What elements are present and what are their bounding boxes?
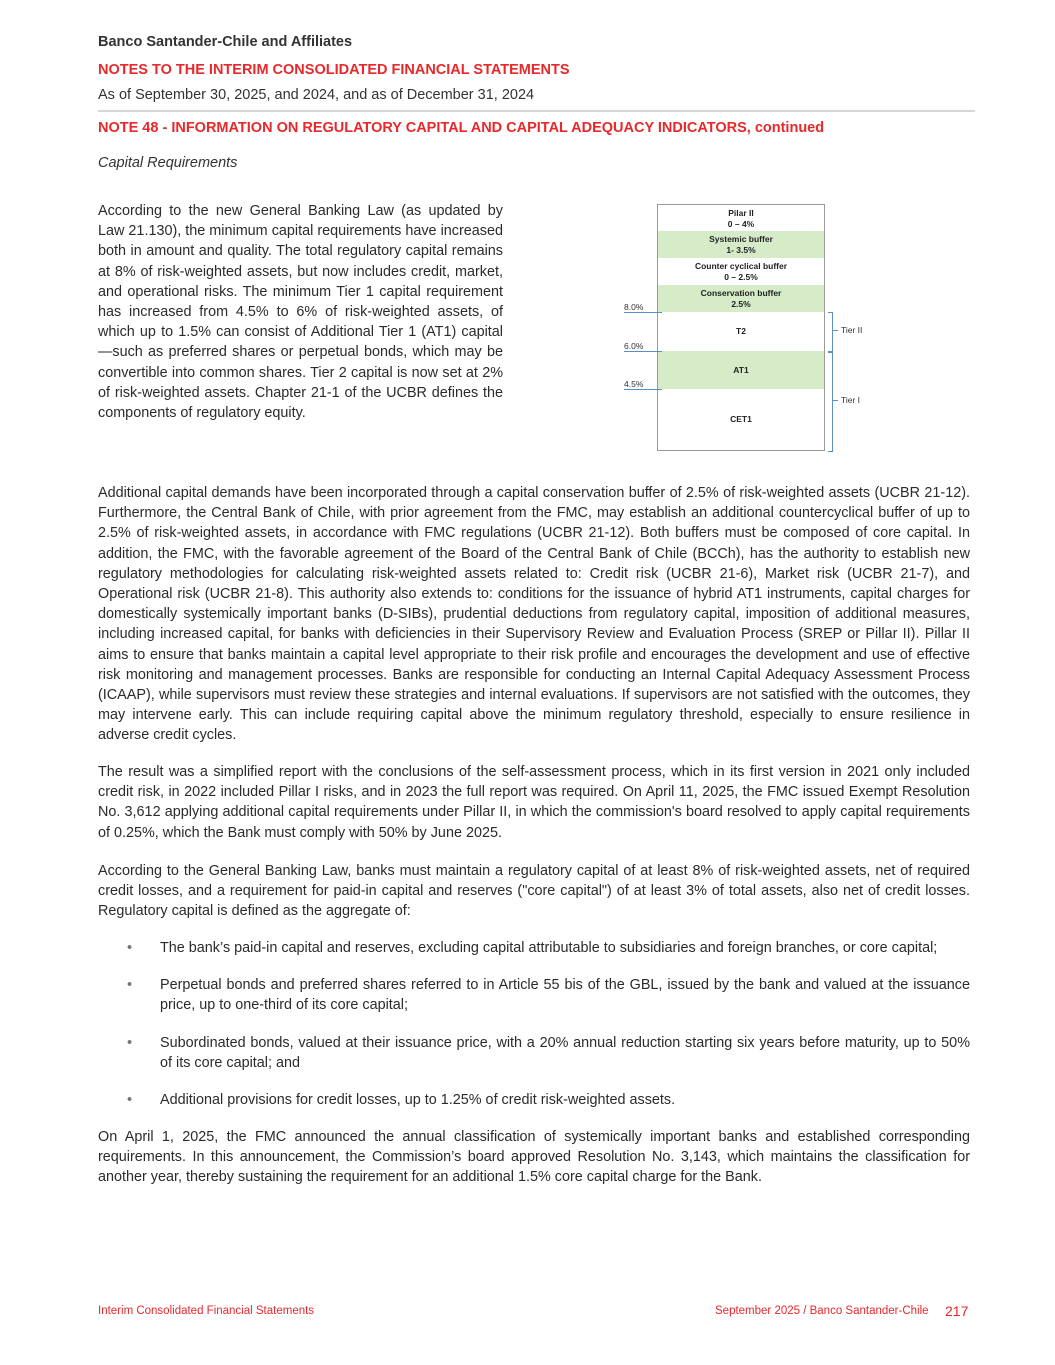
level-line-4-5: [624, 389, 662, 390]
tier-i-label: Tier I: [841, 395, 861, 405]
company-name: Banco Santander-Chile and Affiliates: [98, 34, 353, 50]
layer-range: 1- 3.5%: [726, 245, 756, 255]
paragraph-regulatory-capital: According to the General Banking Law, banks must maintain a regulatory capital of at least 8% of risk-weighted assets, net of required credit losses, and a requirement for paid-in capital and reserves ("core capital") of at least 3% of total assets, also net of credit losses. Regulatory capital is defined as the aggregate of:: [98, 863, 970, 920]
list-item: [98, 1033, 970, 1073]
bullet: •: [127, 1034, 133, 1051]
list-item: [98, 938, 970, 958]
level-line-6: [624, 351, 662, 352]
level-label-4-5: 4.5%: [624, 379, 644, 389]
bullet: •: [127, 940, 133, 956]
paragraph-systemic-classification: On April 1, 2025, the FMC announced the annual classification of systemically important banks and established corresponding requirements. In this announcement, the Commission’s board approved Resolution No. 3,143, which maintains the classification for another year, thereby sustaining the requirement for an additional 1.5% core capital charge for the Bank.: [98, 1129, 970, 1186]
layer-systemic-buffer: [657, 231, 825, 258]
layer-t2: [657, 312, 825, 351]
layer-name: AT1: [733, 365, 749, 375]
layer-name: CET1: [730, 414, 752, 424]
layer-range: 2.5%: [731, 299, 751, 309]
regulatory-capital-list: [98, 938, 970, 1127]
intro-paragraph: According to the new General Banking Law (as updated by Law 21.130), the minimum capital requirements have increased both in amount and quality. The total regulatory capital remains at 8% of risk-weighted assets, but now includes credit, market, and operational risks. The minimum Tier 1 capital requirement has increased from 4.5% to 6% of risk-weighted assets, of which up to 1.5% can consist of Additional Tier 1 (AT1) capital—such as preferred shares or perpetual bonds, which may be convertible into common shares. Tier 2 capital is now set at 2% of risk-weighted assets. Chapter 21-1 of the UCBR defines the components of regulatory equity.: [98, 203, 503, 422]
layer-name: Systemic buffer: [709, 234, 773, 244]
bullet: •: [127, 1092, 133, 1109]
list-item-text: The bank’s paid-in capital and reserves, excluding capital attributable to subsidiaries and foreign branches, or core capital;: [160, 940, 938, 956]
layer-range: 0 – 4%: [727, 219, 755, 229]
list-item-text: Perpetual bonds and preferred shares referred to in Article 55 bis of the GBL, issued by the bank and valued at the issuance price, up to one-third of its core capital;: [160, 977, 970, 1014]
notes-title: NOTES TO THE INTERIM CONSOLIDATED FINANCIAL STATEMENTS: [98, 62, 570, 78]
layer-name: Pilar II: [728, 208, 754, 218]
list-item-text: Additional provisions for credit losses, up to 1.25% of credit risk-weighted assets.: [160, 1092, 676, 1109]
layer-name: T2: [736, 326, 746, 336]
header-divider: [98, 110, 975, 112]
layer-countercyclical-buffer: [657, 258, 825, 285]
list-item-text: Subordinated bonds, valued at their issuance price, with a 20% annual reduction starting six years before maturity, up to 50% of its core capital; and: [160, 1034, 970, 1071]
layer-name: Conservation buffer: [700, 288, 782, 298]
tier-i-bracket: [828, 352, 833, 452]
list-item: [98, 975, 970, 1015]
level-line-8: [624, 312, 662, 313]
paragraph-self-assessment: The result was a simplified report with the conclusions of the self-assessment process, which in its first version in 2021 only included credit risk, in 2022 included Pillar I risks, and in 2023 the full report was required. On April 11, 2025, the FMC issued Exempt Resolution No. 3,612 applying additional capital requirements under Pillar II, in which the commission's board resolved to apply capital requirements of 0.25%, which the Bank must comply with 50% by June 2025.: [98, 764, 970, 841]
paragraph-capital-buffers: Additional capital demands have been incorporated through a capital conservation buffer of 2.5% of risk-weighted assets (UCBR 21-12). Furthermore, the Central Bank of Chile, with prior agreement from the FMC, may establish an additional countercyclical buffer of up to 2.5% of risk-weighted assets, in accordance with FMC regulations (UCBR 21-12). Both buffers must be composed of core capital. In addition, the FMC, with the favorable agreement of the Board of the Central Bank of Chile (BCCh), has the authority to establish new regulatory methodologies for calculating risk-weighted assets related to: Credit risk (UCBR 21-6), Market risk (UCBR 21-7), and Operational risk (UCBR 21-8). This authority also extends to: conditions for the issuance of hybrid AT1 instruments, capital charges for domestically systemically important banks (D-SIBs), prudential deductions from regulatory capital, imposition of additional measures, including increased capital, for banks with deficiencies in their Supervisory Review and Evaluation Process (SREP or Pillar II). Pillar II aims to ensure that banks maintain a capital level appropriate to their risk profile and encourages the development and use of effective risk monitoring and management processes. Banks are responsible for conducting an Internal Capital Adequacy Assessment Process (ICAAP), while supervisors must review these strategies and internal evaluations. If supervisors are not satisfied with the outcomes, they may intervene early. This can include requiring capital above the minimum regulatory threshold, especially to ensure resilience in adverse credit cycles.: [98, 485, 970, 744]
tier-ii-tick: [832, 330, 838, 331]
page-number: 217: [945, 1303, 969, 1319]
layer-name: Counter cyclical buffer: [694, 261, 788, 271]
tier-ii-bracket: [828, 312, 833, 352]
footer-document-title: Interim Consolidated Financial Statements: [98, 1305, 315, 1317]
bullet: •: [127, 977, 133, 994]
tier-i-tick: [832, 400, 838, 401]
layer-cet1: [657, 389, 825, 451]
tier-ii-label: Tier II: [841, 325, 863, 335]
note-title: NOTE 48 - INFORMATION ON REGULATORY CAPITAL AND CAPITAL ADEQUACY INDICATORS, continued: [98, 120, 825, 136]
layer-at1: [657, 351, 825, 389]
layer-pillar-ii: [657, 204, 825, 231]
as-of-date: As of September 30, 2025, and 2024, and as of December 31, 2024: [98, 87, 535, 103]
footer-period: September 2025 / Banco Santander-Chile: [715, 1305, 929, 1317]
level-label-8: 8.0%: [624, 302, 644, 312]
layer-range: 0 – 2.5%: [724, 272, 758, 282]
section-subheading: Capital Requirements: [98, 155, 238, 171]
layer-conservation-buffer: [657, 285, 825, 312]
capital-structure-diagram: [620, 200, 880, 458]
list-item: [98, 1090, 970, 1110]
level-label-6: 6.0%: [624, 341, 644, 351]
